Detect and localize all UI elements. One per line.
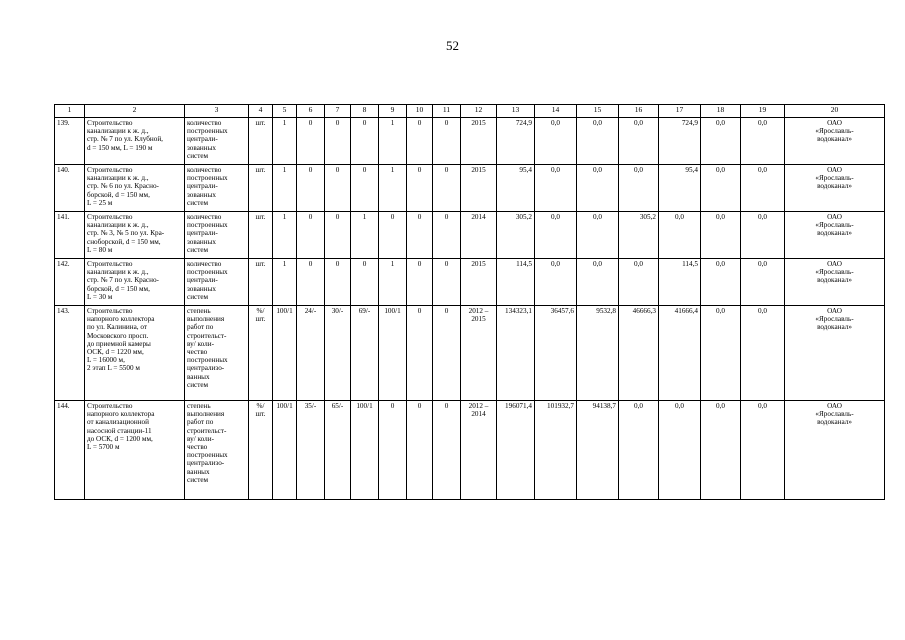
amount-cell: 0,0 bbox=[535, 165, 577, 212]
value-cell: 1 bbox=[273, 212, 297, 259]
indicator-name: количество построенных централи- зованных систем bbox=[185, 212, 249, 259]
header-cell: 13 bbox=[497, 105, 535, 118]
value-cell: 0 bbox=[379, 212, 407, 259]
executor-cell: ОАО «Ярославль- водоканал» bbox=[785, 165, 885, 212]
amount-cell: 0,0 bbox=[577, 212, 619, 259]
unit-cell: шт. bbox=[249, 212, 273, 259]
value-cell: 0 bbox=[433, 401, 461, 500]
amount-cell: 95,4 bbox=[659, 165, 701, 212]
executor-cell: ОАО «Ярославль- водоканал» bbox=[785, 212, 885, 259]
value-cell: 0 bbox=[407, 259, 433, 306]
amount-cell: 0,0 bbox=[535, 212, 577, 259]
value-cell: 24/- bbox=[297, 306, 325, 401]
amount-cell: 41666,4 bbox=[659, 306, 701, 401]
period-cell: 2012 – 2015 bbox=[461, 306, 497, 401]
value-cell: 0 bbox=[351, 118, 379, 165]
header-cell: 10 bbox=[407, 105, 433, 118]
value-cell: 1 bbox=[273, 118, 297, 165]
value-cell: 0 bbox=[325, 165, 351, 212]
header-row bbox=[55, 105, 885, 118]
value-cell: 0 bbox=[325, 118, 351, 165]
amount-cell: 724,9 bbox=[497, 118, 535, 165]
amount-cell: 0,0 bbox=[577, 118, 619, 165]
amount-cell: 0,0 bbox=[701, 212, 741, 259]
value-cell: 0 bbox=[433, 165, 461, 212]
row-number: 142. bbox=[55, 259, 85, 306]
value-cell: 0 bbox=[379, 401, 407, 500]
value-cell: 30/- bbox=[325, 306, 351, 401]
amount-cell: 114,5 bbox=[497, 259, 535, 306]
amount-cell: 0,0 bbox=[701, 118, 741, 165]
data-table bbox=[54, 104, 885, 500]
amount-cell: 0,0 bbox=[741, 118, 785, 165]
header-cell: 20 bbox=[785, 105, 885, 118]
period-cell: 2015 bbox=[461, 118, 497, 165]
value-cell: 0 bbox=[351, 259, 379, 306]
table-row bbox=[55, 165, 885, 212]
amount-cell: 0,0 bbox=[659, 212, 701, 259]
value-cell: 65/- bbox=[325, 401, 351, 500]
amount-cell: 46666,3 bbox=[619, 306, 659, 401]
object-name: Строительство канализации к ж. д., стр. № 6 по ул. Красно- борской, d = 150 мм, L = 25 м bbox=[85, 165, 185, 212]
value-cell: 1 bbox=[273, 259, 297, 306]
period-cell: 2012 – 2014 bbox=[461, 401, 497, 500]
executor-cell: ОАО «Ярославль- водоканал» bbox=[785, 306, 885, 401]
amount-cell: 724,9 bbox=[659, 118, 701, 165]
header-cell: 16 bbox=[619, 105, 659, 118]
unit-cell: %/ шт. bbox=[249, 401, 273, 500]
value-cell: 100/1 bbox=[273, 401, 297, 500]
value-cell: 0 bbox=[407, 118, 433, 165]
header-cell: 2 bbox=[85, 105, 185, 118]
value-cell: 1 bbox=[351, 212, 379, 259]
object-name: Строительство напорного коллектора по ул. Калинина, от Московского просп. до приемной камеры ОСК, d = 1220 мм, L = 16000 м, 2 этап L = 5500 м bbox=[85, 306, 185, 401]
header-cell: 8 bbox=[351, 105, 379, 118]
indicator-name: степень выполнения работ по строительст- ву/ коли- чество построенных централизо- ванных систем bbox=[185, 401, 249, 500]
row-number: 141. bbox=[55, 212, 85, 259]
amount-cell: 305,2 bbox=[619, 212, 659, 259]
value-cell: 35/- bbox=[297, 401, 325, 500]
value-cell: 1 bbox=[379, 165, 407, 212]
row-number: 144. bbox=[55, 401, 85, 500]
value-cell: 0 bbox=[351, 165, 379, 212]
value-cell: 0 bbox=[297, 212, 325, 259]
amount-cell: 101932,7 bbox=[535, 401, 577, 500]
amount-cell: 0,0 bbox=[701, 306, 741, 401]
amount-cell: 0,0 bbox=[535, 259, 577, 306]
indicator-name: количество построенных централи- зованных систем bbox=[185, 259, 249, 306]
value-cell: 0 bbox=[297, 118, 325, 165]
header-cell: 15 bbox=[577, 105, 619, 118]
object-name: Строительство напорного коллектора от канализационной насосной станции-11 до ОСК, d = 1200 мм, L = 5700 м bbox=[85, 401, 185, 500]
amount-cell: 0,0 bbox=[619, 165, 659, 212]
period-cell: 2015 bbox=[461, 259, 497, 306]
amount-cell: 114,5 bbox=[659, 259, 701, 306]
value-cell: 1 bbox=[273, 165, 297, 212]
header-cell: 3 bbox=[185, 105, 249, 118]
value-cell: 100/1 bbox=[273, 306, 297, 401]
value-cell: 0 bbox=[297, 259, 325, 306]
row-number: 139. bbox=[55, 118, 85, 165]
period-cell: 2015 bbox=[461, 165, 497, 212]
table-row bbox=[55, 306, 885, 401]
table-row bbox=[55, 212, 885, 259]
header-cell: 7 bbox=[325, 105, 351, 118]
value-cell: 0 bbox=[325, 212, 351, 259]
amount-cell: 305,2 bbox=[497, 212, 535, 259]
object-name: Строительство канализации к ж. д., стр. № 3, № 5 по ул. Кра- сноборской, d = 150 мм, L = 80 м bbox=[85, 212, 185, 259]
value-cell: 0 bbox=[433, 118, 461, 165]
indicator-name: количество построенных централи- зованных систем bbox=[185, 165, 249, 212]
table-row bbox=[55, 401, 885, 500]
value-cell: 1 bbox=[379, 118, 407, 165]
page-number: 52 bbox=[446, 38, 459, 53]
unit-cell: %/ шт. bbox=[249, 306, 273, 401]
object-name: Строительство канализации к ж. д., стр. № 7 по ул. Красно- борской, d = 150 мм, L = 30 м bbox=[85, 259, 185, 306]
value-cell: 1 bbox=[379, 259, 407, 306]
row-number: 140. bbox=[55, 165, 85, 212]
amount-cell: 0,0 bbox=[741, 165, 785, 212]
table-row bbox=[55, 118, 885, 165]
object-name: Строительство канализации к ж. д., стр. № 7 по ул. Клубной, d = 150 мм, L = 190 м bbox=[85, 118, 185, 165]
value-cell: 69/- bbox=[351, 306, 379, 401]
table-row bbox=[55, 259, 885, 306]
value-cell: 100/1 bbox=[351, 401, 379, 500]
amount-cell: 0,0 bbox=[701, 401, 741, 500]
period-cell: 2014 bbox=[461, 212, 497, 259]
unit-cell: шт. bbox=[249, 118, 273, 165]
amount-cell: 0,0 bbox=[701, 165, 741, 212]
amount-cell: 94138,7 bbox=[577, 401, 619, 500]
amount-cell: 0,0 bbox=[619, 259, 659, 306]
header-cell: 1 bbox=[55, 105, 85, 118]
value-cell: 0 bbox=[433, 212, 461, 259]
header-cell: 12 bbox=[461, 105, 497, 118]
value-cell: 0 bbox=[433, 306, 461, 401]
header-cell: 9 bbox=[379, 105, 407, 118]
indicator-name: степень выполнения работ по строительст- ву/ коли- чество построенных централизо- ванных систем bbox=[185, 306, 249, 401]
value-cell: 100/1 bbox=[379, 306, 407, 401]
value-cell: 0 bbox=[407, 165, 433, 212]
amount-cell: 0,0 bbox=[577, 165, 619, 212]
header-cell: 5 bbox=[273, 105, 297, 118]
header-cell: 17 bbox=[659, 105, 701, 118]
amount-cell: 196071,4 bbox=[497, 401, 535, 500]
amount-cell: 0,0 bbox=[741, 401, 785, 500]
value-cell: 0 bbox=[325, 259, 351, 306]
amount-cell: 0,0 bbox=[577, 259, 619, 306]
value-cell: 0 bbox=[407, 306, 433, 401]
amount-cell: 0,0 bbox=[741, 212, 785, 259]
header-cell: 19 bbox=[741, 105, 785, 118]
amount-cell: 36457,6 bbox=[535, 306, 577, 401]
row-number: 143. bbox=[55, 306, 85, 401]
header-cell: 6 bbox=[297, 105, 325, 118]
amount-cell: 0,0 bbox=[701, 259, 741, 306]
amount-cell: 0,0 bbox=[741, 306, 785, 401]
header-cell: 14 bbox=[535, 105, 577, 118]
header-cell: 18 bbox=[701, 105, 741, 118]
header-cell: 4 bbox=[249, 105, 273, 118]
header-cell: 11 bbox=[433, 105, 461, 118]
amount-cell: 134323,1 bbox=[497, 306, 535, 401]
unit-cell: шт. bbox=[249, 165, 273, 212]
unit-cell: шт. bbox=[249, 259, 273, 306]
executor-cell: ОАО «Ярославль- водоканал» bbox=[785, 401, 885, 500]
amount-cell: 0,0 bbox=[619, 401, 659, 500]
value-cell: 0 bbox=[433, 259, 461, 306]
indicator-name: количество построенных централи- зованных систем bbox=[185, 118, 249, 165]
amount-cell: 0,0 bbox=[659, 401, 701, 500]
value-cell: 0 bbox=[407, 401, 433, 500]
amount-cell: 0,0 bbox=[619, 118, 659, 165]
amount-cell: 9532,8 bbox=[577, 306, 619, 401]
executor-cell: ОАО «Ярославль- водоканал» bbox=[785, 259, 885, 306]
amount-cell: 95,4 bbox=[497, 165, 535, 212]
value-cell: 0 bbox=[297, 165, 325, 212]
amount-cell: 0,0 bbox=[741, 259, 785, 306]
value-cell: 0 bbox=[407, 212, 433, 259]
executor-cell: ОАО «Ярославль- водоканал» bbox=[785, 118, 885, 165]
amount-cell: 0,0 bbox=[535, 118, 577, 165]
